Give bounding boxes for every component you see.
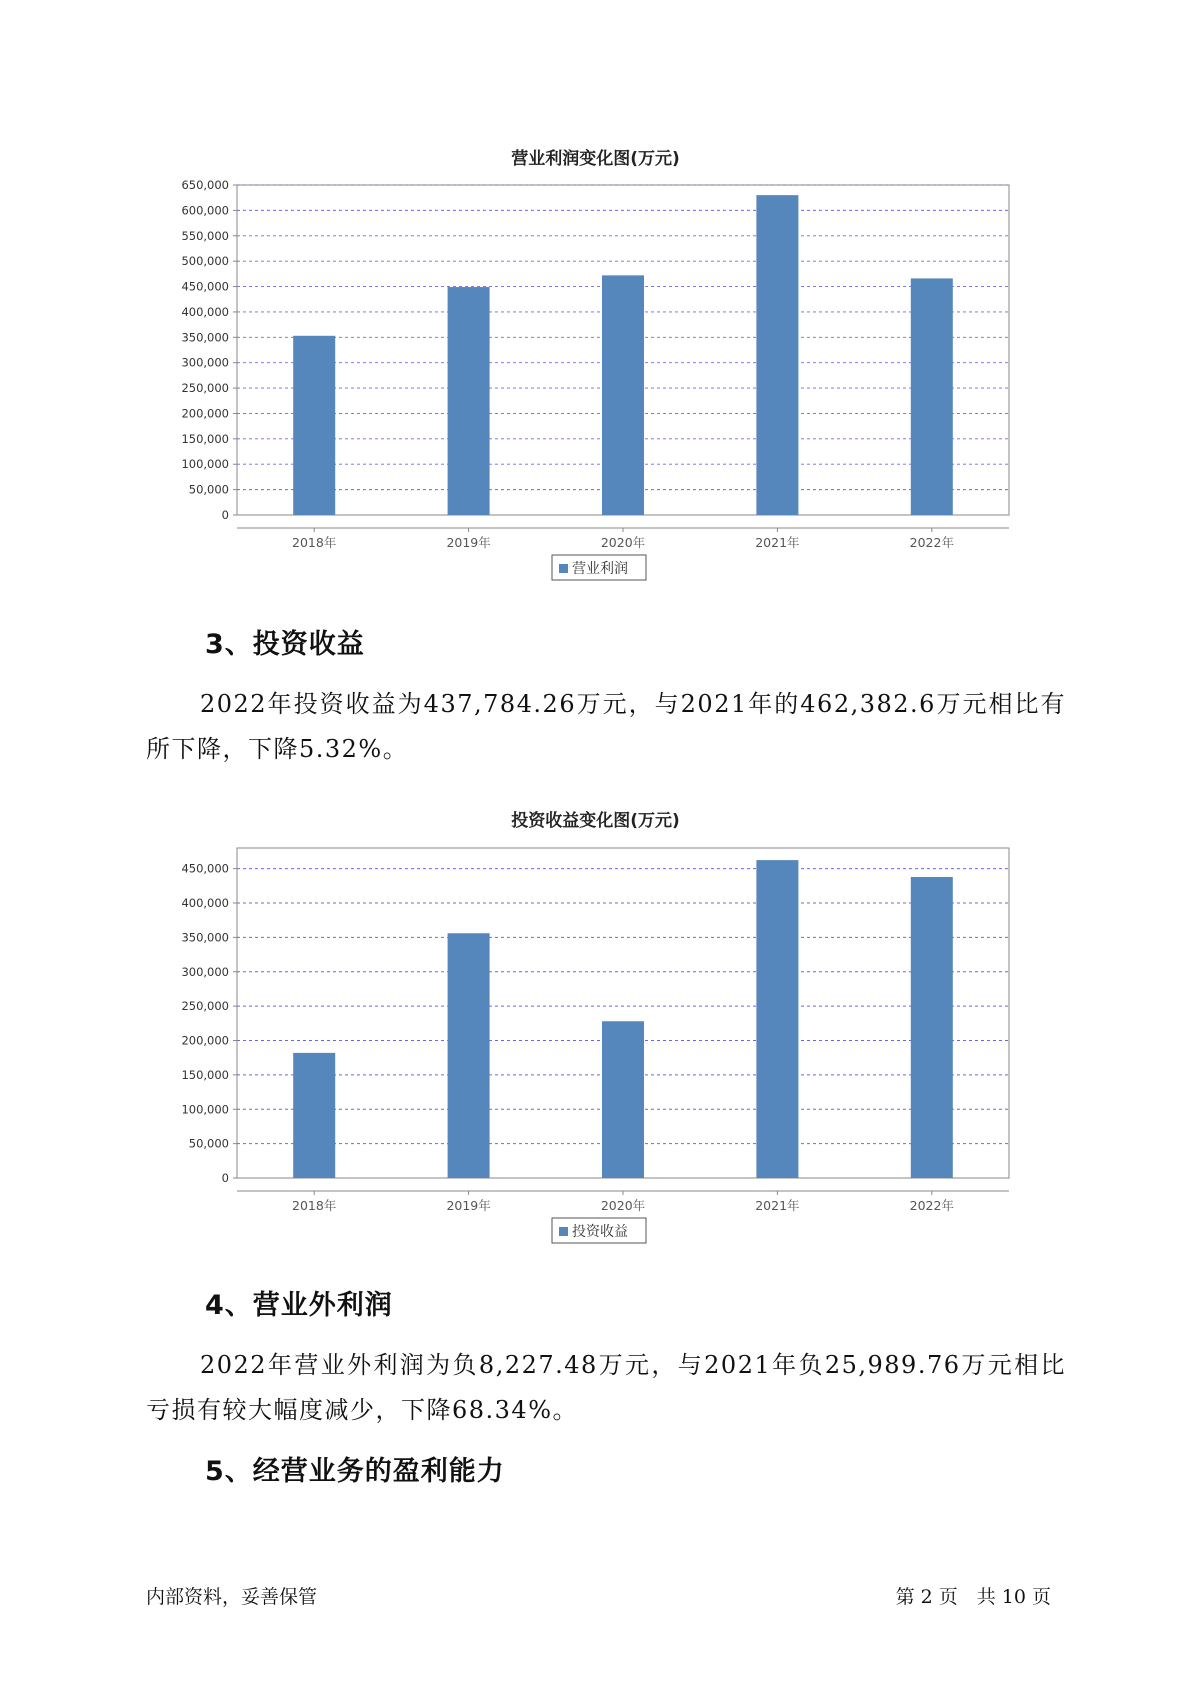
x-tick-label: 2022年 (909, 1198, 954, 1213)
y-tick-label: 100,000 (181, 457, 229, 472)
legend-swatch (559, 1227, 568, 1236)
y-tick-label: 150,000 (181, 1067, 229, 1082)
paragraph-non-operating-profit: 2022年营业外利润为负8,227.48万元，与2021年负25,989.76万元相比亏损有较大幅度减少，下降68.34%。 (146, 1351, 1066, 1424)
bar-2020年 (602, 275, 644, 515)
legend-label: 营业利润 (572, 561, 628, 577)
x-tick-label: 2022年 (909, 535, 954, 550)
y-tick-label: 450,000 (181, 861, 229, 876)
section-heading-investment-income: 3、投资收益 (205, 629, 365, 660)
y-tick-label: 250,000 (181, 381, 229, 396)
investment-income-chart (0, 833, 1191, 1253)
operating-profit-chart (0, 170, 1191, 590)
bar-2018年 (293, 1053, 335, 1178)
y-tick-label: 350,000 (181, 930, 229, 945)
y-tick-label: 200,000 (181, 1033, 229, 1048)
y-tick-label: 200,000 (181, 406, 229, 421)
bar-2022年 (911, 278, 953, 515)
bar-2019年 (448, 287, 490, 515)
y-tick-label: 100,000 (181, 1102, 229, 1117)
y-tick-label: 50,000 (188, 482, 229, 497)
y-tick-label: 450,000 (181, 279, 229, 294)
y-tick-label: 400,000 (181, 304, 229, 319)
footer-confidential-note: 内部资料，妥善保管 (146, 1586, 318, 1608)
y-tick-label: 300,000 (181, 964, 229, 979)
legend-label: 投资收益 (572, 1224, 628, 1240)
x-tick-label: 2019年 (446, 535, 491, 550)
x-tick-label: 2021年 (755, 535, 800, 550)
bar-2022年 (911, 877, 953, 1178)
y-tick-label: 300,000 (181, 355, 229, 370)
y-tick-label: 500,000 (181, 254, 229, 269)
y-tick-label: 50,000 (188, 1136, 229, 1151)
legend-swatch (559, 564, 568, 573)
x-tick-label: 2020年 (600, 1198, 646, 1213)
section-heading-profitability: 5、经营业务的盈利能力 (205, 1456, 505, 1487)
bar-2019年 (448, 933, 490, 1178)
x-tick-label: 2018年 (292, 535, 337, 550)
x-tick-label: 2018年 (292, 1198, 337, 1213)
y-tick-label: 250,000 (181, 999, 229, 1014)
bar-2021年 (756, 195, 798, 515)
y-tick-label: 650,000 (181, 178, 229, 192)
paragraph-investment-income: 2022年投资收益为437,784.26万元，与2021年的462,382.6万元相比有所下降，下降5.32%。 (146, 690, 1066, 763)
legend (552, 555, 646, 580)
bar-2021年 (756, 860, 798, 1178)
x-tick-label: 2020年 (600, 535, 646, 550)
chart-title-operating-profit: 营业利润变化图(万元) (511, 149, 680, 169)
y-tick-label: 350,000 (181, 330, 229, 345)
y-tick-label: 400,000 (181, 896, 229, 910)
y-tick-label: 600,000 (181, 203, 229, 218)
x-tick-label: 2019年 (446, 1198, 491, 1213)
x-tick-label: 2021年 (755, 1198, 800, 1213)
legend (552, 1218, 646, 1243)
section-heading-non-operating-profit: 4、营业外利润 (205, 1290, 393, 1321)
bar-2020年 (602, 1021, 644, 1178)
y-tick-label: 0 (221, 508, 229, 522)
y-tick-label: 550,000 (181, 228, 229, 243)
y-tick-label: 150,000 (181, 431, 229, 446)
y-tick-label: 0 (221, 1171, 229, 1185)
bar-2018年 (293, 336, 335, 515)
footer-page-number: 第 2 页 共 10 页 (895, 1586, 1051, 1608)
chart-title-investment-income: 投资收益变化图(万元) (511, 811, 680, 831)
